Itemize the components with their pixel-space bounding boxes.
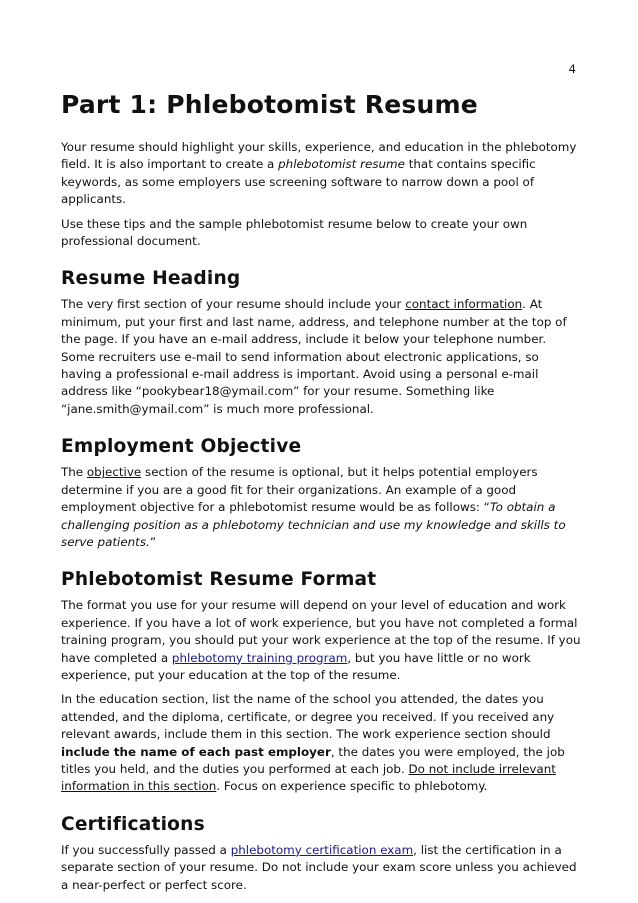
- format-p2-text-b: , the dates you were employed, the job titles you held, and the duties you performed at each job.: [61, 744, 565, 776]
- irrelevant-information-link[interactable]: Do not include irrelevant information in this section: [61, 761, 556, 794]
- resume-format-paragraph-1: [61, 597, 581, 684]
- intro-text-b: that contains specific keywords, as some employers use screening software to narrow down a pool of applicants.: [61, 157, 536, 207]
- resume-format-paragraph-2: [61, 691, 581, 795]
- certifications-title: Certifications: [61, 813, 205, 835]
- format-p1-text-a: The format you use for your resume will depend on your level of education and work experience. If you have a lot of work experience, but you have not completed a formal training program, you should put your work experience at the top of the resume. If you have completed a: [61, 598, 581, 665]
- employment-objective-paragraph: [61, 464, 581, 551]
- intro-text-a: Your resume should highlight your skills, experience, and education in the phlebotomy field. It is also important to create a: [61, 140, 577, 172]
- document-body: [61, 88, 581, 901]
- resume-heading-paragraph: [61, 296, 581, 418]
- objective-example: To obtain a challenging position as a phlebotomy technician and use my knowledge and skills to serve patients.: [61, 500, 566, 549]
- format-p2-text-a: In the education section, list the name of the school you attended, the dates you attended, and the diploma, certificate, or degree you received. If you received any relevant awards, include them in this section. The work experience section should: [61, 692, 555, 742]
- employment-objective-title: Employment Objective: [61, 436, 302, 458]
- resume-heading-title: Resume Heading: [61, 268, 241, 290]
- objective-link[interactable]: objective: [86, 465, 142, 480]
- intro-paragraph-2: Use these tips and the sample phlebotomist resume below to create your own professional document.: [61, 216, 528, 249]
- format-p1-text-b: , but you have little or no work experience, put your education at the top of the resume.: [61, 650, 531, 682]
- format-p2-bold: include the name of each past employer: [61, 744, 331, 759]
- phlebotomy-training-program-link[interactable]: phlebotomy training program: [171, 650, 348, 665]
- intro-emphasis: phlebotomist resume: [278, 157, 405, 172]
- objective-text-b: section of the resume is optional, but it helps potential employers determine if you are a good fit for their organizations. An example of a good employment objective for a phlebotomist resume would be as follows: “: [61, 465, 538, 515]
- format-p2-text-c: . Focus on experience specific to phlebotomy.: [216, 779, 488, 794]
- objective-text-c: ”: [149, 534, 156, 549]
- resume-heading-text-a: The very first section of your resume should include your: [61, 297, 406, 312]
- contact-information-link[interactable]: contact information: [405, 297, 523, 312]
- page-number: 4: [568, 62, 576, 76]
- phlebotomy-certification-exam-link[interactable]: phlebotomy certification exam: [230, 842, 414, 857]
- objective-text-a: The: [61, 465, 87, 480]
- resume-format-title: Phlebotomist Resume Format: [61, 569, 377, 591]
- intro-paragraph-1: [61, 139, 581, 209]
- cert-text-a: If you successfully passed a: [61, 842, 231, 857]
- certifications-paragraph: [61, 842, 581, 894]
- page-title: Part 1: Phlebotomist Resume: [61, 90, 478, 119]
- resume-heading-text-b: . At minimum, put your first and last name, address, and telephone number at the top of the page. If you have an e-mail address, include it below your telephone number. Some recruiters use e-mail to send information about electronic applications, so having a professional e-mail address is important. Avoid using a personal e-mail address like “pookybear18@ymail.com” for your resume. Something like “jane.smith@ymail.com” is much more professional.: [61, 297, 567, 416]
- cert-text-b: , list the certification in a separate section of your resume. Do not include your exam score unless you achieved a near-perfect or perfect score.: [61, 842, 577, 892]
